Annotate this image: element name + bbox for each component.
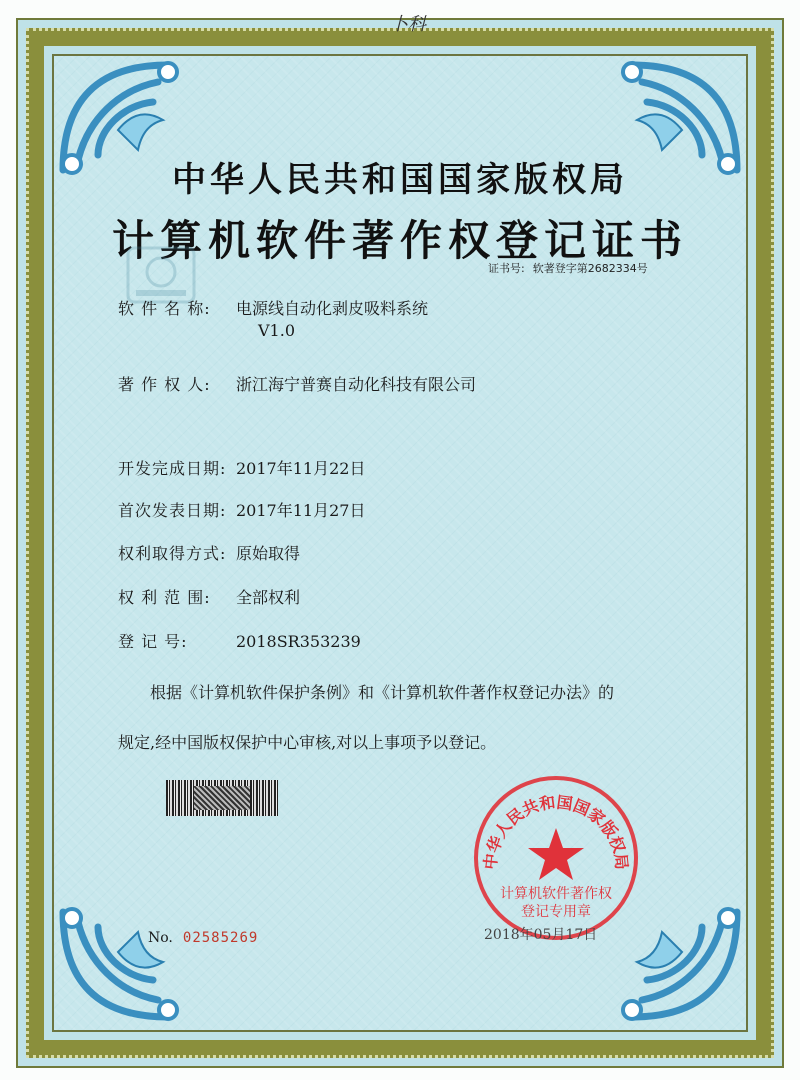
seal-line-1: 计算机软件著作权 xyxy=(500,886,612,902)
serial-number xyxy=(148,930,258,946)
field-value: 2017年11月27日 xyxy=(236,501,366,520)
field-registration-number xyxy=(118,629,361,652)
certificate-number xyxy=(488,260,648,276)
field-rights-scope xyxy=(118,585,300,608)
field-label: 软 件 名 称: xyxy=(118,299,211,318)
issuer-title: 中华人民共和国国家版权局 xyxy=(172,160,628,200)
field-label: 权 利 范 围: xyxy=(118,588,211,607)
certificate-number-label: 证书号: xyxy=(488,262,525,275)
field-value-version: V1.0 xyxy=(258,321,295,340)
ornament-corner-bottom-left xyxy=(58,902,198,1022)
field-value: 浙江海宁普赛自动化科技有限公司 xyxy=(236,375,477,394)
field-acquisition-method xyxy=(118,541,300,564)
certificate-number-value: 软著登字第2682334号 xyxy=(532,262,648,275)
seal-star-icon xyxy=(528,828,584,880)
issue-date: 2018年05月17日 xyxy=(484,927,598,943)
field-completion-date xyxy=(118,456,365,479)
field-label: 权利取得方式: xyxy=(118,544,227,563)
serial-value: 02585269 xyxy=(182,930,259,946)
field-label: 开发完成日期: xyxy=(118,459,227,478)
certificate-title: 计算机软件著作权登记证书 xyxy=(111,216,688,265)
field-value: 2017年11月22日 xyxy=(236,459,366,478)
field-value: 全部权利 xyxy=(236,588,301,607)
handwritten-annotation: 卜科 xyxy=(390,14,426,35)
seal-ring-text: 中华人民共和国国家版权局 xyxy=(480,792,632,871)
field-first-publication-date xyxy=(118,498,365,521)
field-label: 首次发表日期: xyxy=(118,501,227,520)
statement-line-1: 根据《计算机软件保护条例》和《计算机软件著作权登记办法》的 xyxy=(150,683,615,702)
field-label: 登 记 号: xyxy=(118,632,188,651)
field-value: 2018SR353239 xyxy=(236,632,361,651)
field-copyright-owner xyxy=(118,372,476,395)
field-value: 原始取得 xyxy=(236,544,301,563)
barcode-icon xyxy=(166,780,278,816)
statement-line-2: 规定,经中国版权保护中心审核,对以上事项予以登记。 xyxy=(118,733,497,752)
seal-line-2: 登记专用章 xyxy=(521,904,591,920)
official-seal xyxy=(470,772,642,944)
serial-label: No. xyxy=(148,930,173,946)
field-value: 电源线自动化剥皮吸料系统 xyxy=(236,299,429,318)
field-software-name xyxy=(118,296,428,340)
statement-paragraph xyxy=(118,668,698,768)
field-label: 著 作 权 人: xyxy=(118,375,211,394)
